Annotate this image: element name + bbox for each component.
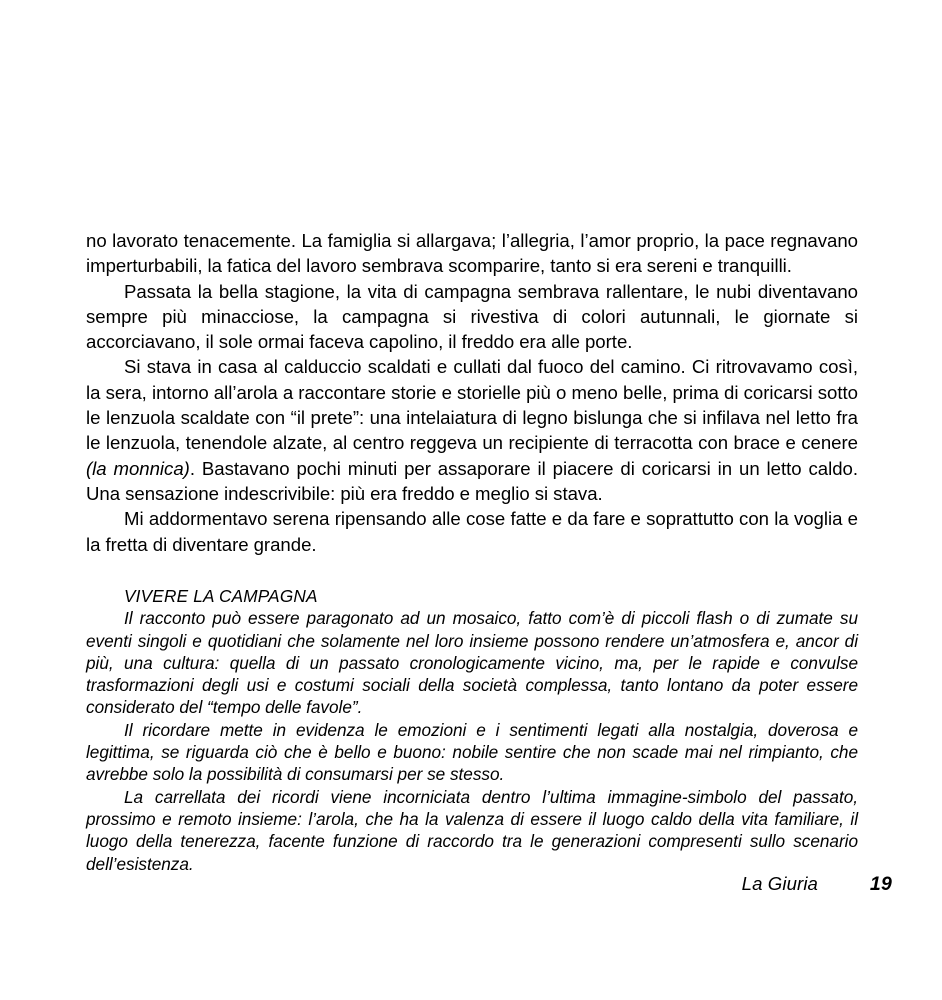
body-paragraph-1: no lavorato tenacemente. La famiglia si allargava; l’allegria, l’amor proprio, la pace regnavano imperturbabili, la fatica del lavoro sembrava scomparire, tanto si era sereni e tranquilli. [86, 230, 858, 277]
body-paragraph-2: Passata la bella stagione, la vita di campagna sembrava rallentare, le nubi diventavano sempre più minacciose, la campagna si rivestiva di colori autunnali, le giornate si accorciavano, il sole ormai faceva capolino, il freddo era alle porte. [86, 280, 858, 353]
jury-note-heading: VIVERE LA CAMPAGNA [124, 586, 318, 606]
jury-note-paragraph-1: Il racconto può essere paragonato ad un mosaico, fatto com’è di piccoli flash o di zumate su eventi singoli e quotidiani che solamente nel loro insieme possono rendere un’atmosfera e, ancor di più, una cultura: quella di un passato cronologicamente vicino, ma, per le rapide e convulse trasformazioni degli usi e costumi sociali della società complessa, tanto lontano da poter essere considerato del “tempo delle favole”. [86, 608, 858, 718]
page-number: 19 [869, 873, 892, 895]
jury-note-paragraph-3: La carrellata dei ricordi viene incorniciata dentro l’ultima immagine-simbolo del passato, prossimo e remoto insieme: l’arola, che ha la valenza di essere il luogo caldo della vita familiare, il luogo della tenerezza, facente funzione di raccordo tra le generazioni compresenti sullo scenario dell’esistenza. [86, 786, 858, 874]
jury-note-block [86, 585, 858, 875]
main-text-block [86, 228, 858, 557]
body-paragraph-3-italic-term: (la monnica) [86, 457, 190, 479]
body-paragraph-3 [86, 354, 858, 506]
body-paragraph-3-part-b: . Bastavano pochi minuti per assaporare il piacere di coricarsi in un letto caldo. Una sensazione indescrivibile: più era freddo e meglio si stava. [86, 457, 858, 504]
body-paragraph-4: Mi addormentavo serena ripensando alle cose fatte e da fare e soprattutto con la voglia e la fretta di diventare grande. [86, 508, 858, 555]
footer-credit: La Giuria [741, 873, 818, 894]
page-footer [86, 873, 892, 896]
body-paragraph-3-part-a: Si stava in casa al calduccio scaldati e cullati dal fuoco del camino. Ci ritrovavamo così, la sera, intorno all’arola a raccontare storie e storielle più o meno belle, prima di coricarsi sotto le lenzuola scaldate con “il prete”: una intelaiatura di legno bislunga che si infilava nel letto fra le lenzuola, tenendole alzate, al centro reggeva un recipiente di terracotta con brace e cenere [86, 356, 858, 454]
jury-note-paragraph-2: Il ricordare mette in evidenza le emozioni e i sentimenti legati alla nostalgia, doverosa e legittima, se riguarda ciò che è bello e buono: nobile sentire che non scade mai nel rimpianto, che avrebbe solo la possibilità di consumarsi per se stesso. [86, 719, 858, 785]
